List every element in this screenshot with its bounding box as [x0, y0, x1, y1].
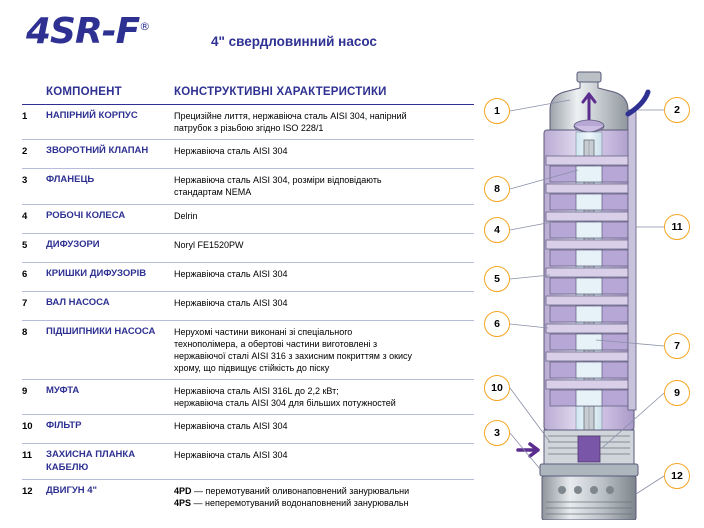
description-line: нержавіючої сталі AISI 316 з захисним покриттям з окису — [174, 350, 413, 361]
component-name: ЗВОРОТНИЙ КЛАПАН — [46, 145, 149, 157]
callout-marker-3: 3 — [484, 420, 510, 446]
registered-mark: ® — [139, 20, 150, 33]
callout-marker-2: 2 — [664, 97, 690, 123]
table-header-row — [22, 86, 474, 105]
callout-marker-9: 9 — [664, 380, 690, 406]
description-line: хрому, що підвищує стійкість до піску — [174, 362, 330, 373]
row-number: 12 — [22, 485, 33, 497]
brand-logo — [26, 11, 150, 52]
description-line: Нержавіюча сталь AISI 316L до 2,2 кВт; — [174, 386, 339, 397]
component-name: ФІЛЬТР — [46, 420, 82, 432]
header-description-col: КОНСТРУКТИВНІ ХАРАКТЕРИСТИКИ — [174, 86, 387, 98]
component-name: ВАЛ НАСОСА — [46, 296, 110, 308]
row-number: 9 — [22, 386, 28, 398]
description-line: Нержавіюча сталь AISI 304 — [174, 297, 288, 308]
brand-logo-text: 4SR-F — [26, 11, 140, 52]
table-row — [22, 380, 474, 415]
description-line: 4PD — перемотуваний оливонаповнений занурювальни — [174, 485, 410, 496]
components-table — [22, 86, 474, 514]
description-line: Нержавіюча сталь AISI 304 — [174, 421, 288, 432]
component-description — [174, 485, 474, 509]
callout-marker-10: 10 — [484, 375, 510, 401]
description-line: патрубок з різьбою згідно ISO 228/1 — [174, 123, 324, 134]
table-row — [22, 169, 474, 204]
component-name: ФЛАНЕЦЬ — [46, 174, 95, 186]
callout-marker-12: 12 — [664, 463, 690, 489]
row-number: 10 — [22, 421, 33, 433]
component-description — [174, 210, 474, 222]
component-description — [174, 385, 474, 409]
component-description — [174, 420, 474, 432]
component-description — [174, 174, 474, 198]
table-row — [22, 234, 474, 263]
description-line: Нержавіюча сталь AISI 304, розміри відповідають — [174, 175, 382, 186]
callout-marker-1: 1 — [484, 98, 510, 124]
table-row — [22, 105, 474, 140]
component-description — [174, 145, 474, 157]
component-description — [174, 326, 474, 375]
table-row — [22, 140, 474, 169]
description-line: Прецизійне лиття, нержавіюча сталь AISI 304, напірний — [174, 111, 407, 121]
table-row — [22, 263, 474, 292]
table-row — [22, 480, 474, 514]
component-name: ДВИГУН 4" — [46, 484, 98, 496]
description-line: Нержавіюча сталь AISI 304 — [174, 268, 288, 279]
row-number: 7 — [22, 297, 28, 309]
table-row — [22, 444, 474, 479]
table-row — [22, 321, 474, 381]
component-name: ДИФУЗОРИ — [46, 238, 100, 250]
component-name: ЗАХИСНА ПЛАНКА КАБЕЛЮ — [46, 449, 136, 473]
row-number: 1 — [22, 111, 28, 122]
component-name: КРИШКИ ДИФУЗОРІВ — [46, 267, 147, 279]
description-line: технополімера, а обертові частини виготовлені з — [174, 338, 378, 349]
component-name: РОБОЧІ КОЛЕСА — [46, 209, 126, 221]
description-line: Нержавіюча сталь AISI 304 — [174, 146, 288, 157]
pump-cutaway-svg — [478, 70, 700, 520]
callout-marker-5: 5 — [484, 266, 510, 292]
table-body — [22, 105, 474, 514]
component-name: МУФТА — [46, 385, 80, 397]
callout-marker-11: 11 — [664, 214, 690, 240]
description-line: 4PS — неперемотуваний водонаповнений занурювальн — [174, 497, 409, 508]
callout-marker-6: 6 — [484, 311, 510, 337]
description-line: Delrin — [174, 210, 198, 221]
component-description — [174, 110, 474, 134]
callout-marker-7: 7 — [664, 333, 690, 359]
row-number: 5 — [22, 239, 28, 251]
callout-marker-4: 4 — [484, 217, 510, 243]
callout-marker-8: 8 — [484, 176, 510, 202]
row-number: 11 — [22, 450, 33, 462]
description-line: Нержавіюча сталь AISI 304 — [174, 450, 288, 461]
row-number: 2 — [22, 146, 28, 158]
page-subtitle: 4" свердловинний насос — [211, 34, 377, 49]
header-component-col: КОМПОНЕНТ — [46, 86, 122, 98]
description-line: стандартам NEMA — [174, 187, 252, 198]
table-row — [22, 205, 474, 234]
row-number: 4 — [22, 210, 28, 222]
component-name: НАПІРНИЙ КОРПУС — [46, 110, 138, 121]
component-description — [174, 449, 474, 461]
table-row — [22, 292, 474, 321]
table-row — [22, 415, 474, 444]
component-description — [174, 297, 474, 309]
component-description — [174, 268, 474, 280]
row-number: 8 — [22, 326, 28, 338]
description-line: нержавіюча сталь AISI 304 для більших потужностей — [174, 398, 396, 409]
row-number: 3 — [22, 175, 28, 187]
pump-figure — [478, 70, 700, 520]
row-number: 6 — [22, 268, 28, 280]
description-line: Noryl FE1520PW — [174, 239, 244, 250]
component-description — [174, 239, 474, 251]
description-line: Нерухомі частини виконані зі спеціального — [174, 326, 353, 337]
component-name: ПІДШИПНИКИ НАСОСА — [46, 325, 156, 337]
